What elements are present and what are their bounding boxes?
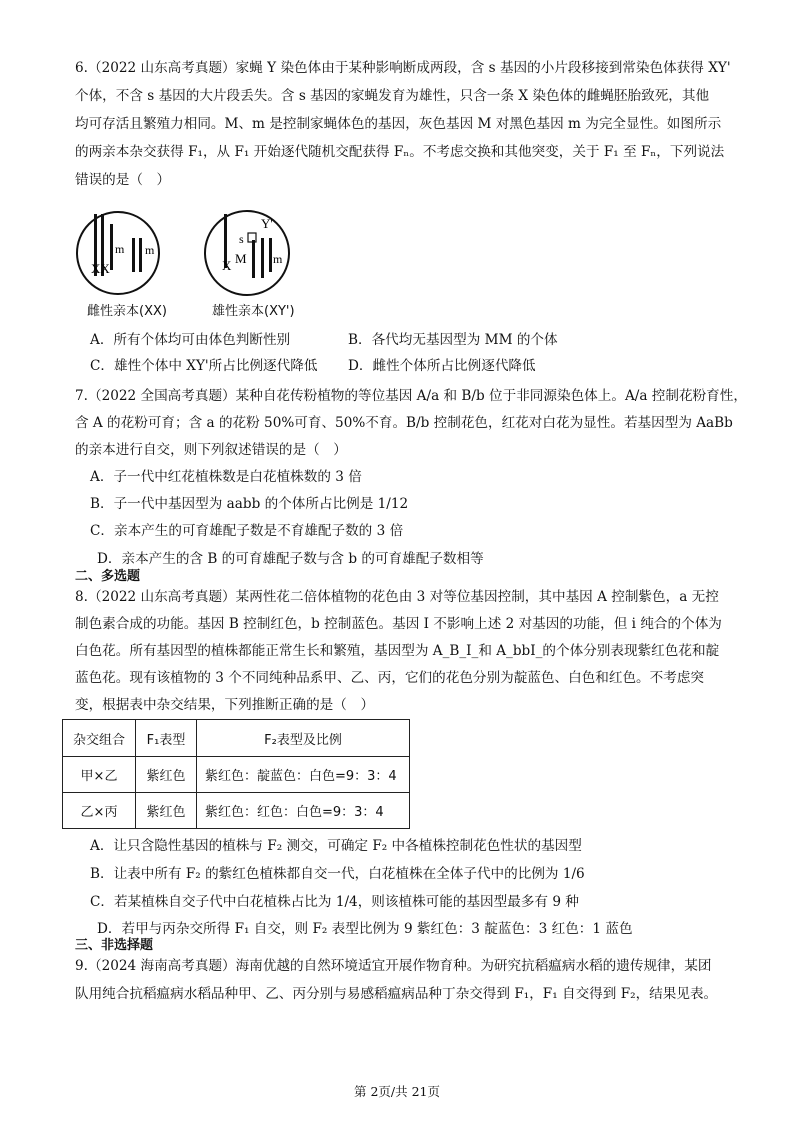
- female-autosome-3: [139, 238, 142, 272]
- table-row: [63, 757, 410, 793]
- q6-line-5: 错误的是（ ）: [75, 172, 171, 188]
- q8-line-5: 变，根据表中杂交结果，下列推断正确的是（ ）: [75, 697, 375, 713]
- section-heading-non-choice: 三、非选择题: [75, 938, 154, 953]
- chromosome-figure: [75, 200, 315, 325]
- table-header-row: [63, 720, 410, 757]
- q7-option-d: D．亲本产生的含 B 的可育雄配子数与含 b 的可育雄配子数相等: [97, 551, 484, 567]
- q6-line-2: 个体，不含 s 基因的大片段丢失。含 s 基因的家蝇发育为雄性，只含一条 X 染色体的雌蝇胚胎致死，其他: [75, 88, 710, 104]
- table-cell: 紫红色: [136, 757, 197, 793]
- q8-option-d: D．若甲与丙杂交所得 F₁ 自交，则 F₂ 表型比例为 9 紫红色：3 靛蓝色：3 红色：1 蓝色: [97, 921, 633, 937]
- male-label-x: X: [222, 258, 232, 273]
- table-cell: 乙×丙: [63, 793, 136, 829]
- page-footer: 第 2页/共 21页: [353, 1084, 441, 1099]
- q6-line-1: 6.（2022 山东高考真题）家蝇 Y 染色体由于某种影响断成两段，含 s 基因的小片段移接到常染色体获得 XY': [75, 60, 731, 76]
- female-label-m2: m: [145, 243, 155, 257]
- q6-option-d: D．雌性个体所占比例逐代降低: [348, 358, 536, 374]
- male-label-M: M: [235, 251, 247, 266]
- table-cell: 紫红色：靛蓝色：白色=9：3：4: [197, 757, 410, 793]
- female-parent-caption: 雌性亲本(XX): [87, 304, 167, 319]
- cross-results-table: [62, 719, 410, 829]
- male-label-s: s: [239, 232, 244, 246]
- table-cell: 紫红色: [136, 793, 197, 829]
- table-header-f1: F₁表型: [136, 720, 197, 757]
- male-label-m: m: [273, 252, 283, 266]
- q9-line-2: 队用纯合抗稻瘟病水稻品种甲、乙、丙分别与易感稻瘟病品种丁杂交得到 F₁，F₁ 自交得到 F₂，结果见表。: [75, 986, 718, 1002]
- male-autosome-2: [261, 238, 264, 278]
- female-label-xx: XX: [91, 261, 110, 276]
- table-header-f2: F₂表型及比例: [197, 720, 410, 757]
- table-row: [63, 793, 410, 829]
- q6-option-a: A．所有个体均可由体色判断性别: [90, 332, 291, 348]
- q6-option-c: C．雄性个体中 XY'所占比例逐代降低: [90, 358, 318, 374]
- q6-line-3: 均可存活且繁殖力相同。M、m 是控制家蝇体色的基因，灰色基因 M 对黑色基因 m 为完全显性。如图所示: [75, 116, 722, 132]
- q8-option-c: C．若某植株自交子代中白花植株占比为 1/4，则该植株可能的基因型最多有 9 种: [90, 894, 579, 910]
- female-autosome-1: [110, 224, 113, 270]
- section-heading-multiple-choice: 二、多选题: [75, 569, 141, 584]
- male-parent-caption: 雄性亲本(XY'): [212, 304, 295, 319]
- table-header-cross: 杂交组合: [63, 720, 136, 757]
- q8-line-2: 制色素合成的功能。基因 B 控制红色，b 控制蓝色。基因 I 不影响上述 2 对基因的功能，但 i 纯合的个体为: [75, 616, 722, 632]
- q8-option-b: B．让表中所有 F₂ 的紫红色植株都自交一代，白花植株在全体子代中的比例为 1/6: [90, 866, 585, 882]
- q7-option-c: C．亲本产生的可育雄配子数是不育雄配子数的 3 倍: [90, 523, 404, 539]
- female-autosome-2: [132, 238, 135, 272]
- q9-line-1: 9.（2024 海南高考真题）海南优越的自然环境适宜开展作物育种。为研究抗稻瘟病水稻的遗传规律，某团: [75, 958, 712, 974]
- female-label-m1: m: [115, 242, 125, 256]
- q7-option-a: A．子一代中红花植株数是白花植株数的 3 倍: [90, 469, 362, 485]
- male-autosome-3: [269, 238, 272, 272]
- male-autosome-with-s: [252, 240, 255, 278]
- q8-line-4: 蓝色花。现有该植物的 3 个不同纯种品系甲、乙、丙，它们的花色分别为靛蓝色、白色和红色。不考虑突: [75, 670, 705, 686]
- table-cell: 甲×乙: [63, 757, 136, 793]
- q8-line-3: 白色花。所有基因型的植株都能正常生长和繁殖，基因型为 A_B_I_和 A_bbI_的个体分别表现紫红色花和靛: [75, 643, 720, 659]
- q7-option-b: B．子一代中基因型为 aabb 的个体所占比例是 1/12: [90, 496, 409, 512]
- q8-option-a: A．让只含隐性基因的植株与 F₂ 测交，可确定 F₂ 中各植株控制花色性状的基因型: [90, 838, 582, 854]
- q7-line-3: 的亲本进行自交，则下列叙述错误的是（ ）: [75, 442, 347, 458]
- q6-option-b: B．各代均无基因型为 MM 的个体: [348, 332, 558, 348]
- q6-line-4: 的两亲本杂交获得 F₁，从 F₁ 开始逐代随机交配获得 Fₙ。不考虑交换和其他突变，关于 F₁ 至 Fₙ，下列说法: [75, 144, 725, 160]
- male-label-y: Y': [261, 216, 273, 231]
- table-cell: 紫红色：红色：白色=9：3：4: [197, 793, 410, 829]
- q7-line-2: 含 A 的花粉可育；含 a 的花粉 50%可育、50%不育。B/b 控制花色，红花对白花为显性。若基因型为 AaBb: [75, 415, 733, 431]
- q8-line-1: 8.（2022 山东高考真题）某两性花二倍体植物的花色由 3 对等位基因控制，其中基因 A 控制紫色，a 无控: [75, 589, 719, 605]
- q7-line-1: 7.（2022 全国高考真题）某种自花传粉植物的等位基因 A/a 和 B/b 位于非同源染色体上。A/a 控制花粉育性，: [75, 388, 747, 404]
